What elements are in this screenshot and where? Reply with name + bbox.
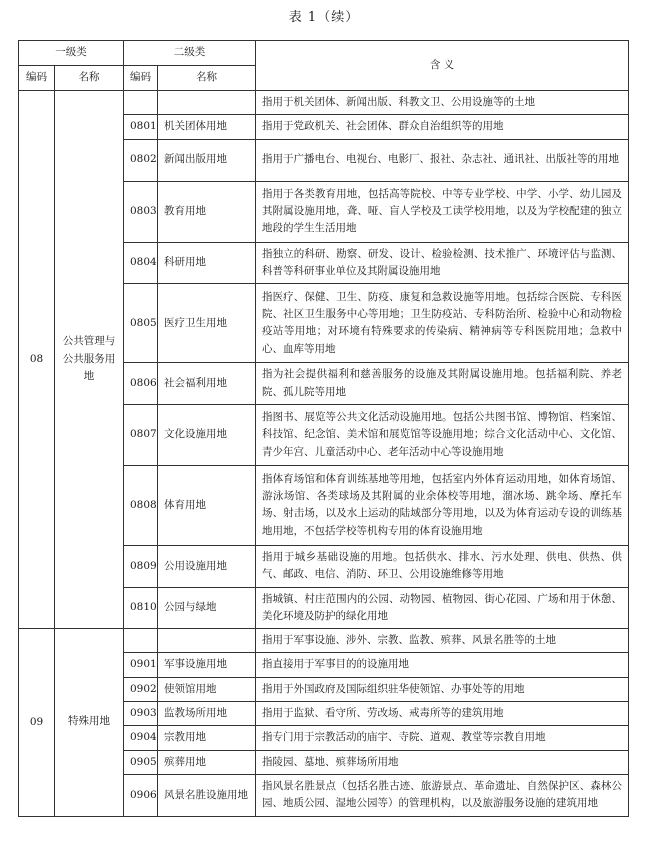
header-meaning: 含 义	[256, 41, 629, 91]
level2-description: 指用于党政机关、社会团体、群众自治组织等的用地	[256, 115, 629, 139]
level2-code: 0809	[124, 545, 158, 587]
level2-name: 军事设施用地	[158, 653, 256, 677]
level2-description: 指专门用于宗教活动的庙宇、寺院、道观、教堂等宗教自用地	[256, 726, 629, 750]
level2-description: 指用于监狱、看守所、劳改场、戒毒所等的建筑用地	[256, 702, 629, 726]
level1-name: 特殊用地	[55, 629, 124, 817]
level2-name: 公园与绿地	[158, 587, 256, 629]
level2-description: 指独立的科研、勘察、研发、设计、检验检测、技术推广、环境评估与监测、科普等科研事业单位及其附属设施用地	[256, 242, 629, 284]
level2-description: 指用于广播电台、电视台、电影厂、报社、杂志社、通讯社、出版社等的用地	[256, 139, 629, 181]
level1-name: 公共管理与公共服务用地	[55, 91, 124, 629]
header-name-1: 名称	[55, 66, 124, 91]
level2-description: 指图书、展览等公共文化活动设施用地。包括公共图书馆、博物馆、档案馆、科技馆、纪念馆、美术馆和展览馆等设施用地；综合文化活动中心、文化馆、青少年宫、儿童活动中心、老年活动中心等设施用地	[256, 404, 629, 465]
level2-name: 体育用地	[158, 465, 256, 545]
level2-code: 0810	[124, 587, 158, 629]
header-level1: 一级类	[19, 41, 124, 66]
header-name-2: 名称	[158, 66, 256, 91]
level2-name: 教育用地	[158, 181, 256, 242]
header-code-2: 编码	[124, 66, 158, 91]
table-title: 表 1（续）	[288, 10, 360, 25]
level1-code: 09	[19, 629, 55, 817]
level2-code: 0801	[124, 115, 158, 139]
level1-code: 08	[19, 91, 55, 629]
level2-code: 0906	[124, 775, 158, 817]
level2-code: 0901	[124, 653, 158, 677]
level2-description: 指为社会提供福利和慈善服务的设施及其附属设施用地。包括福利院、养老院、孤儿院等用地	[256, 363, 629, 405]
level2-name: 新闻出版用地	[158, 139, 256, 181]
level2-description: 指风景名胜景点（包括名胜古迹、旅游景点、革命遗址、自然保护区、森林公园、地质公园、湿地公园等）的管理机构，以及旅游服务设施的建筑用地	[256, 775, 629, 817]
level2-code: 0808	[124, 465, 158, 545]
level2-code: 0806	[124, 363, 158, 405]
level2-name: 医疗卫生用地	[158, 284, 256, 363]
level2-code: 0802	[124, 139, 158, 181]
level2-description: 指体育场馆和体育训练基地等用地，包括室内外体育运动用地，如体育场馆、游泳场馆、各类球场及其附属的业余体校等用地，溜冰场、跳伞场、摩托车场、射击场，以及水上运动的陆域部分等用地，以及为体育运动专设的训练基地用地，不包括学校等机构专用的体育设施用地	[256, 465, 629, 545]
level2-name: 宗教用地	[158, 726, 256, 750]
level2-name: 风景名胜设施用地	[158, 775, 256, 817]
level2-description: 指用于各类教育用地，包括高等院校、中等专业学校、中学、小学、幼儿园及其附属设施用地，聋、哑、盲人学校及工读学校用地，以及为学校配建的独立地段的学生生活用地	[256, 181, 629, 242]
header-code-1: 编码	[19, 66, 55, 91]
header-row-1	[19, 41, 629, 66]
blank-cell	[158, 91, 256, 115]
level2-code: 0902	[124, 677, 158, 701]
blank-cell	[124, 91, 158, 115]
level2-name: 机关团体用地	[158, 115, 256, 139]
level2-description: 指医疗、保健、卫生、防疫、康复和急救设施等用地。包括综合医院、专科医院、社区卫生服务中心等用地；卫生防疫站、专科防治所、检验中心和动物检疫站等用地；对环境有特殊要求的传染病、精神病等专科医院用地；急救中心、血库等用地	[256, 284, 629, 363]
level2-description: 指城镇、村庄范围内的公园、动物园、植物园、街心花园、广场和用于休憩、美化环境及防护的绿化用地	[256, 587, 629, 629]
level2-name: 文化设施用地	[158, 404, 256, 465]
level2-name: 监教场所用地	[158, 702, 256, 726]
level2-name: 公用设施用地	[158, 545, 256, 587]
level2-code: 0903	[124, 702, 158, 726]
level2-code: 0904	[124, 726, 158, 750]
group-row	[19, 629, 629, 653]
level2-code: 0807	[124, 404, 158, 465]
level2-name: 殡葬用地	[158, 750, 256, 774]
level2-code: 0804	[124, 242, 158, 284]
land-use-table	[18, 40, 629, 817]
level2-code: 0805	[124, 284, 158, 363]
level2-description: 指用于城乡基础设施的用地。包括供水、排水、污水处理、供电、供热、供气、邮政、电信、消防、环卫、公用设施维修等用地	[256, 545, 629, 587]
level2-code: 0803	[124, 181, 158, 242]
group-description: 指用于机关团体、新闻出版、科教文卫、公用设施等的土地	[256, 91, 629, 115]
level2-description: 指用于外国政府及国际组织驻华使领馆、办事处等的用地	[256, 677, 629, 701]
blank-cell	[124, 629, 158, 653]
level2-description: 指直接用于军事目的的设施用地	[256, 653, 629, 677]
level2-code: 0905	[124, 750, 158, 774]
header-level2: 二级类	[124, 41, 256, 66]
group-row	[19, 91, 629, 115]
level2-name: 科研用地	[158, 242, 256, 284]
level2-description: 指陵园、墓地、殡葬场所用地	[256, 750, 629, 774]
blank-cell	[158, 629, 256, 653]
level2-name: 社会福利用地	[158, 363, 256, 405]
group-description: 指用于军事设施、涉外、宗教、监教、殡葬、风景名胜等的土地	[256, 629, 629, 653]
level2-name: 使领馆用地	[158, 677, 256, 701]
